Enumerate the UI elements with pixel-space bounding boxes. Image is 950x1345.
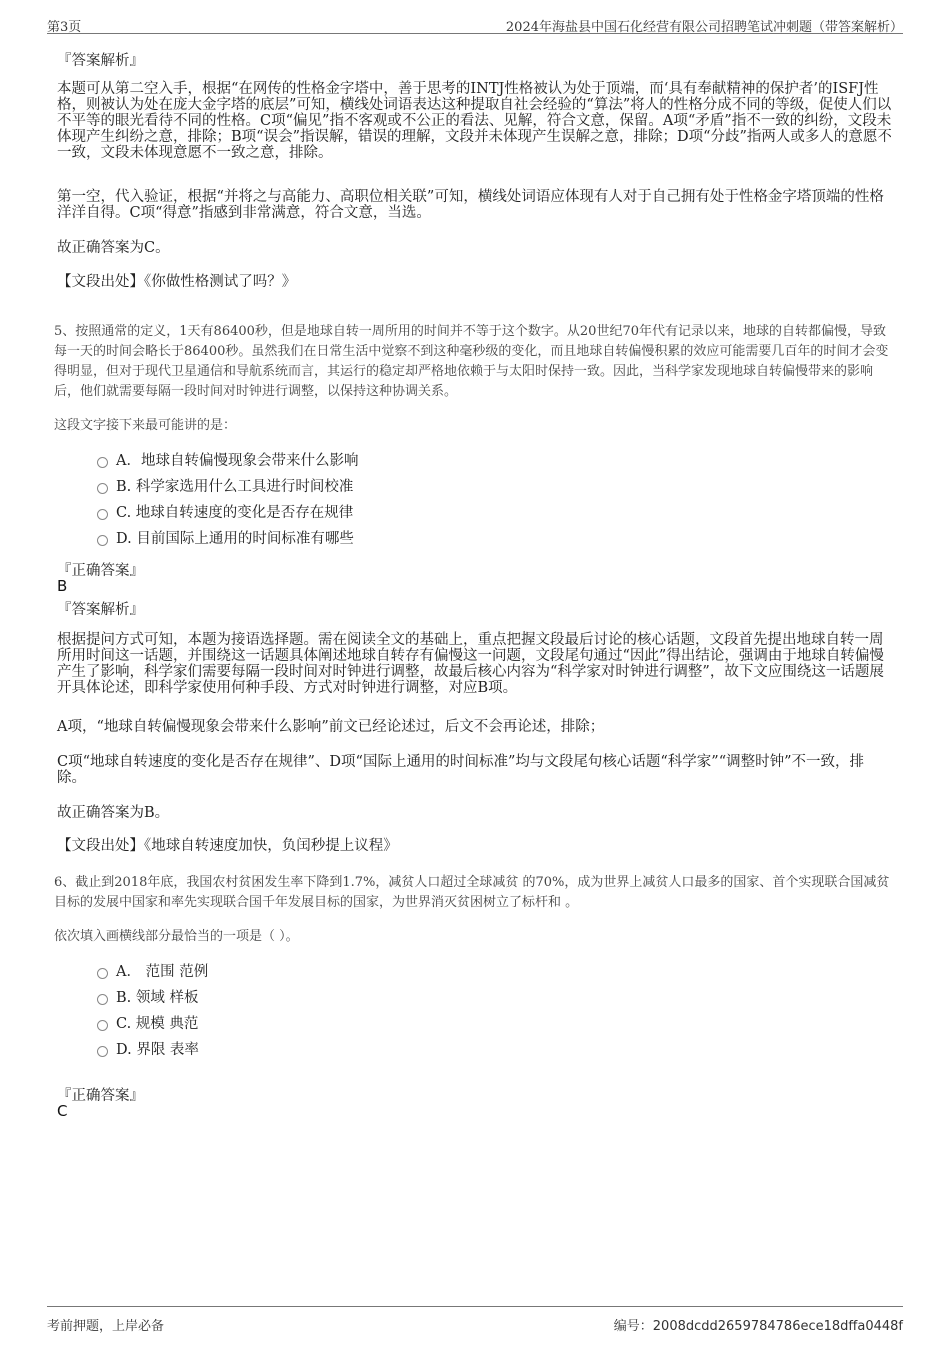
- q5-option-a-label: A．地球自转偏慢现象会带来什么影响: [116, 453, 359, 469]
- q4-analysis-p1: 本题可从第二空入手，根据“在网传的性格金字塔中，善于思考的INTJ性格被认为处于顶端，而‘具有奉献精神的保护者’的ISFJ性格，则被认为处在庞大金字塔的底层”可知，横线处词语表达这种提取自社会经验的“算法”将人的性格分成不同的等级，促使人们以不平等的眼光看待不同的性格。C项“偏见”指不客观或不公正的看法、见解，符合文意，保留。A项“矛盾”指不一致的纠纷，文段未体现产生纠纷之意，排除；B项“误会”指误解，错误的理解，文段并未体现产生误解之意，排除；D项“分歧”指两人或多人的意愿不一致，文段未体现意愿不一致之意，排除。: [57, 81, 892, 161]
- radio-icon[interactable]: [97, 968, 108, 979]
- document-code-value: 2008dcdd2659784786ece18dffa0448f: [652, 1319, 903, 1334]
- q5-question: 5、按照通常的定义，1天有86400秒，但是地球自转一周所用的时间并不等于这个数字。从20世纪70年代有记录以来，地球的自转都偏慢，导致每一天的时间会略长于86400秒。虽然我们在日常生活中觉察不到这种毫秒级的变化，而且地球自转偏慢积累的效应可能需要几百年的时间才会变得明显，但对于现代卫星通信和导航系统而言，其运行的稳定却严格地依赖于与太阳时保持一致。因此，当科学家发现地球自转偏慢带来的影响后，他们就需要每隔一段时间对时钟进行调整，以保持这种协调关系。: [54, 324, 889, 399]
- q5-option-d[interactable]: [97, 530, 354, 548]
- q6-option-b-label: B. 领域 样板: [116, 990, 199, 1006]
- q5-analysis-heading: 『答案解析』: [57, 602, 144, 618]
- q4-source: [57, 274, 893, 290]
- q5-option-b[interactable]: [97, 478, 353, 496]
- q5-conclusion: 故正确答案为B。: [57, 805, 170, 821]
- q5-source-label: 【文段出处】: [57, 838, 144, 854]
- q6-prompt: 依次填入画横线部分最恰当的一项是（ ）。: [54, 929, 299, 944]
- q5-source: [57, 838, 893, 854]
- q5-source-title: 《地球自转速度加快，负闰秒提上议程》: [144, 838, 398, 854]
- document-title: 2024年海盐县中国石化经营有限公司招聘笔试冲刺题（带答案解析）: [505, 20, 903, 35]
- q5-option-a[interactable]: [97, 452, 358, 470]
- radio-icon[interactable]: [97, 1046, 108, 1057]
- q4-source-title: 《你做性格测试了吗？》: [144, 274, 297, 290]
- radio-icon[interactable]: [97, 535, 108, 546]
- document-code: [614, 1315, 903, 1334]
- q5-option-c[interactable]: [97, 504, 353, 522]
- radio-icon[interactable]: [97, 1020, 108, 1031]
- q5-option-c-label: C. 地球自转速度的变化是否存在规律: [116, 505, 354, 521]
- q6-option-c[interactable]: [97, 1015, 198, 1033]
- page-footer: [47, 1306, 903, 1340]
- q6-answer-heading: 『正确答案』: [57, 1088, 144, 1104]
- q5-answer: B: [57, 577, 68, 595]
- q4-analysis-p2: 第一空，代入验证，根据“并将之与高能力、高职位相关联”可知，横线处词语应体现有人对于自己拥有处于性格金字塔顶端的性格洋洋自得。C项“得意”指感到非常满意，符合文意，当选。: [57, 189, 884, 221]
- radio-icon[interactable]: [97, 457, 108, 468]
- q5-option-d-label: D. 目前国际上通用的时间标准有哪些: [116, 531, 354, 547]
- q5-answer-heading: 『正确答案』: [57, 563, 144, 579]
- page-header: [47, 14, 903, 34]
- q6-option-d-label: D. 界限 表率: [116, 1042, 199, 1058]
- q6-option-b[interactable]: [97, 989, 198, 1007]
- q4-source-label: 【文段出处】: [57, 274, 144, 290]
- q6-option-d[interactable]: [97, 1041, 199, 1059]
- q5-analysis-p3: C项“地球自转速度的变化是否存在规律”、D项“国际上通用的时间标准”均与文段尾句核心话题“科学家”“调整时钟”不一致，排除。: [57, 754, 865, 786]
- q5-prompt: 这段文字接下来最可能讲的是：: [54, 418, 237, 433]
- radio-icon[interactable]: [97, 994, 108, 1005]
- q6-option-a[interactable]: [97, 963, 208, 981]
- q4-analysis-heading: 『答案解析』: [57, 53, 144, 69]
- document-code-label: 编号：: [613, 1319, 653, 1334]
- radio-icon[interactable]: [97, 483, 108, 494]
- q6-option-a-label: A． 范围 范例: [116, 964, 209, 980]
- q6-option-c-label: C. 规模 典范: [116, 1016, 199, 1032]
- footer-slogan: 考前押题，上岸必备: [47, 1319, 165, 1334]
- q5-analysis-p1: 根据提问方式可知，本题为接语选择题。需在阅读全文的基础上，重点把握文段最后讨论的核心话题，文段首先提出地球自转一周所用时间这一话题，并围绕这一话题具体阐述地球自转存有偏慢这一问题，文段尾句通过“因此”得出结论，强调由于地球自转偏慢产生了影响，科学家们需要每隔一段时间对时钟进行调整，故最后核心内容为“科学家对时钟进行调整”，故下文应围绕这一话题展开具体论述，即科学家使用何种手段、方式对时钟进行调整，对应B项。: [57, 632, 884, 696]
- q5-option-b-label: B. 科学家选用什么工具进行时间校准: [116, 479, 354, 495]
- page-number: 第3页: [47, 20, 82, 35]
- q5-analysis-p2: A项，“地球自转偏慢现象会带来什么影响”前文已经论述过，后文不会再论述，排除；: [57, 719, 605, 735]
- radio-icon[interactable]: [97, 509, 108, 520]
- q6-answer: C: [57, 1102, 68, 1120]
- q6-question: 6、截止到2018年底，我国农村贫困发生率下降到1.7%，减贫人口超过全球减贫 的70%，成为世界上减贫人口最多的国家、首个实现联合国减贫目标的发展中国家和率先实现联合国千年发展目标的国家，为世界消灭贫困树立了标杆和 。: [54, 875, 890, 910]
- q4-conclusion: 故正确答案为C。: [57, 240, 170, 256]
